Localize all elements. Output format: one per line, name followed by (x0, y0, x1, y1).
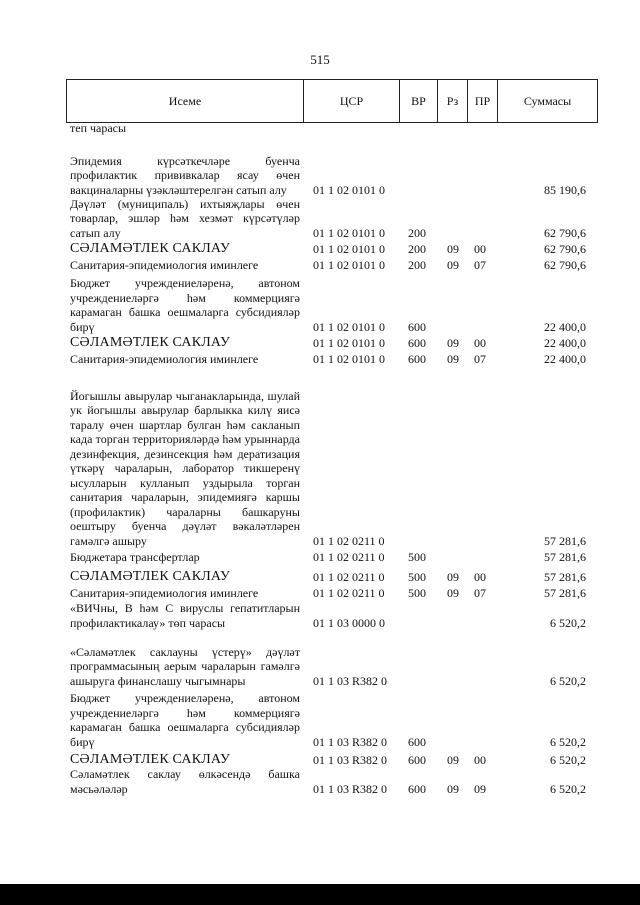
row-csr: 01 1 02 0101 0 (313, 257, 385, 272)
table-header (66, 79, 598, 123)
table-row (70, 767, 590, 796)
row-vr: 600 (408, 351, 426, 366)
row-sum: 62 790,6 (544, 225, 586, 240)
row-sum: 6 520,2 (550, 673, 586, 688)
table-row (70, 196, 590, 240)
table-row (70, 550, 590, 564)
table-row (70, 121, 590, 135)
row-rz: 09 (447, 257, 459, 272)
row-vr: 200 (408, 225, 426, 240)
row-sum: 57 281,6 (544, 533, 586, 548)
row-pr: 00 (474, 752, 486, 767)
row-sum: 62 790,6 (544, 257, 586, 272)
row-name: «ВИЧны, В һәм С вируслы гепатитларын профилактикалау» төп чарасы (70, 601, 300, 630)
row-sum: 62 790,6 (544, 241, 586, 256)
row-csr: 01 1 02 0101 0 (313, 241, 385, 256)
row-sum: 6 520,2 (550, 752, 586, 767)
row-sum: 85 190,6 (544, 182, 586, 197)
header-pr: ПР (467, 80, 497, 122)
row-sum: 6 520,2 (550, 781, 586, 796)
row-rz: 09 (447, 335, 459, 350)
row-name: Бюджетара трансфертлар (70, 549, 200, 564)
table-row (70, 630, 590, 688)
row-vr: 500 (408, 569, 426, 584)
row-csr: 01 1 03 R382 0 (313, 673, 388, 688)
row-csr: 01 1 03 R382 0 (313, 781, 388, 796)
row-vr: 600 (408, 319, 426, 334)
row-name: Санитария-эпидемиология иминлеге (70, 257, 259, 272)
row-name: Эпидемия күрсәткечләре буенча профилактик прививкалар ясау өчен вакциналарны үзәкләштерелгән сатып алу (70, 153, 300, 197)
header-vr: ВР (399, 80, 437, 122)
row-name: Сәламәтлек саклау өлкәсендә башка мәсьәләләр (70, 767, 300, 796)
table-row (70, 140, 590, 197)
row-pr: 09 (474, 781, 486, 796)
table-row (70, 276, 590, 334)
row-vr: 200 (408, 257, 426, 272)
row-name: Санитария-эпидемиология иминлеге (70, 351, 259, 366)
row-pr: 07 (474, 585, 486, 600)
header-name: Исеме (168, 94, 202, 108)
page-number: 515 (310, 52, 330, 67)
table-row (70, 691, 590, 749)
header-csr: ЦСР (303, 80, 399, 122)
row-name: теп чарасы (70, 120, 127, 135)
row-name: СӘЛАМӘТЛЕК САКЛАУ (70, 751, 231, 767)
table-row (70, 586, 590, 600)
row-pr: 00 (474, 335, 486, 350)
row-sum: 57 281,6 (544, 549, 586, 564)
row-vr: 500 (408, 585, 426, 600)
table-row (70, 240, 590, 256)
row-sum: 57 281,6 (544, 585, 586, 600)
row-pr: 07 (474, 257, 486, 272)
row-pr: 00 (474, 241, 486, 256)
row-vr: 600 (408, 335, 426, 350)
row-sum: 22 400,0 (544, 351, 586, 366)
table-row (70, 568, 590, 584)
table-row (70, 334, 590, 350)
row-csr: 01 1 03 R382 0 (313, 734, 388, 749)
row-csr: 01 1 02 0101 0 (313, 319, 385, 334)
row-name: СӘЛАМӘТЛЕК САКЛАУ (70, 240, 231, 256)
row-vr: 500 (408, 549, 426, 564)
row-csr: 01 1 02 0211 0 (313, 569, 385, 584)
row-rz: 09 (447, 351, 459, 366)
table-row (70, 601, 590, 630)
row-csr: 01 1 02 0101 0 (313, 351, 385, 366)
row-name: СӘЛАМӘТЛЕК САКЛАУ (70, 334, 231, 350)
row-csr: 01 1 02 0101 0 (313, 335, 385, 350)
row-rz: 09 (447, 241, 459, 256)
row-rz: 09 (447, 585, 459, 600)
row-vr: 600 (408, 734, 426, 749)
row-vr: 200 (408, 241, 426, 256)
row-vr: 600 (408, 781, 426, 796)
table-row (70, 751, 590, 767)
table-row (70, 352, 590, 366)
row-sum: 6 520,2 (550, 615, 586, 630)
row-name: Дәүләт (муниципаль) ихтыяҗлары өчен товарлар, эшләр һәм хезмәт күрсәтүләр сатып алу (70, 196, 300, 240)
row-csr: 01 1 03 R382 0 (313, 752, 388, 767)
row-csr: 01 1 02 0211 0 (313, 549, 385, 564)
row-rz: 09 (447, 752, 459, 767)
row-sum: 22 400,0 (544, 319, 586, 334)
header-sum: Суммасы (497, 80, 597, 122)
header-rz: Рз (437, 80, 467, 122)
row-name: Бюджет учреждениеләренә, автоном учреждениеләргә һәм коммерциягә карамаган башка оешмаларга субсидияләр бирү (70, 276, 300, 334)
row-sum: 6 520,2 (550, 734, 586, 749)
row-csr: 01 1 02 0101 0 (313, 225, 385, 240)
row-rz: 09 (447, 569, 459, 584)
row-rz: 09 (447, 781, 459, 796)
row-pr: 00 (474, 569, 486, 584)
row-csr: 01 1 03 0000 0 (313, 615, 385, 630)
row-name: Йогышлы авырулар чыганакларында, шулай ук йогышлы авырулар барлыкка килү яисә таралу өчен шартлар булган һәм сакланып када торган территорияләрдә һәм урыннарда дезинфекция, дезинсекция һәм дератизация үткәрү чараларын, лаборатор тикшеренү ысулларын кулланып уздырыла торган санитария чараларын, эпидемиягә каршы (профилактик) чараларны башкаруны оештыру буенча дәүләт вәкаләтләрен гамәлгә ашыру (70, 388, 300, 548)
row-name: Санитария-эпидемиология иминлеге (70, 585, 259, 600)
table-row (70, 258, 590, 272)
row-name: СӘЛАМӘТЛЕК САКЛАУ (70, 568, 231, 584)
row-pr: 07 (474, 351, 486, 366)
row-csr: 01 1 02 0101 0 (313, 182, 385, 197)
row-sum: 57 281,6 (544, 569, 586, 584)
row-csr: 01 1 02 0211 0 (313, 585, 385, 600)
table-row (70, 368, 590, 548)
row-name: «Сәламәтлек саклауны үстерү» дәүләт программасының аерым чараларын гамәлгә ашыруга финанслашу чыгымнары (70, 644, 300, 688)
row-sum: 22 400,0 (544, 335, 586, 350)
scan-border (0, 884, 640, 905)
row-name: Бюджет учреждениеләренә, автоном учреждениеләргә һәм коммерциягә карамаган башка оешмаларга субсидияләр бирү (70, 691, 300, 749)
row-vr: 600 (408, 752, 426, 767)
row-csr: 01 1 02 0211 0 (313, 533, 385, 548)
